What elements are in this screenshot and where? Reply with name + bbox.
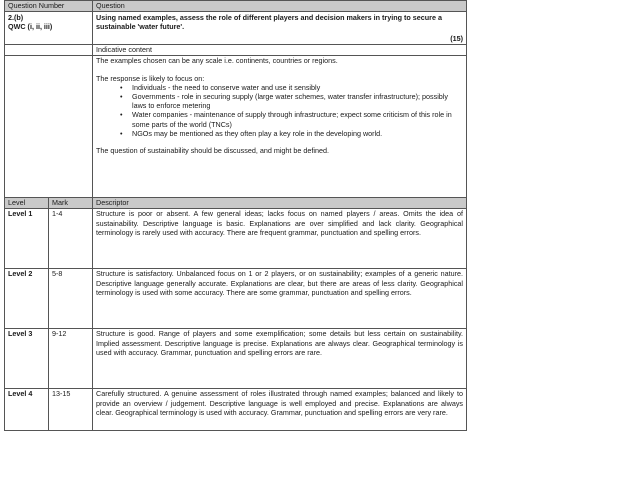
- indicative-closing: The question of sustainability should be discussed, and might be defined.: [96, 146, 329, 156]
- question-marks: (15): [450, 33, 464, 43]
- question-header: Question: [93, 1, 467, 12]
- question-number-cell: [5, 12, 93, 45]
- level-name: Level 1: [5, 208, 49, 268]
- level-descriptor: Structure is good. Range of players and some exemplification; some details but less certain on sustainability. Implied assessment. Descriptive language is precise. Explanations are always clear. Geographical terminology is used with accuracy. Grammar, punctuation and spelling errors are rare.: [93, 328, 467, 388]
- bullet-icon: •: [120, 128, 123, 138]
- mark-header: Mark: [49, 197, 93, 208]
- question-text-cell: [93, 12, 467, 45]
- list-item: [96, 92, 463, 110]
- list-item: [96, 83, 463, 92]
- level-row: [5, 208, 467, 268]
- bullet-text: Governments - role in securing supply (large water schemes, water transfer infrastructure); possibly laws to enforce metering: [132, 92, 448, 111]
- level-row: [5, 268, 467, 328]
- indicative-intro: The examples chosen can be any scale i.e. continents, countries or regions.: [96, 56, 338, 66]
- level-mark: 9-12: [49, 328, 93, 388]
- level-mark: 13-15: [49, 388, 93, 430]
- level-row: [5, 328, 467, 388]
- bullet-icon: •: [120, 82, 123, 92]
- header-row: [5, 1, 467, 12]
- level-descriptor: Structure is satisfactory. Unbalanced focus on 1 or 2 players, or on sustainability; examples of a generic nature. Descriptive language generally accurate. Explanations are clear, but there are areas of less clarity. Geographical terminology is used with some accuracy. There are some grammar, punctuation and spelling errors.: [93, 268, 467, 328]
- level-mark: 5-8: [49, 268, 93, 328]
- question-number: 2.(b): [8, 12, 24, 22]
- descriptor-header: Descriptor: [93, 197, 467, 208]
- bullet-text: NGOs may be mentioned as they often play a key role in the developing world.: [132, 128, 383, 138]
- question-number-header: Question Number: [5, 1, 93, 12]
- list-item: [96, 110, 463, 128]
- mark-scheme-table: [4, 0, 467, 431]
- level-descriptor: Structure is poor or absent. A few general ideas; lacks focus on named players / areas. Omits the idea of sustainability. Descriptive language is basic. Explanations are over simplified and lack clarity. Geographical terminology is rarely used with accuracy. There are frequent grammar, punctuation and spelling errors.: [93, 208, 467, 268]
- bullet-icon: •: [120, 92, 123, 102]
- list-item: [96, 129, 463, 138]
- level-name: Level 3: [5, 328, 49, 388]
- bullet-icon: •: [120, 110, 123, 120]
- level-name: Level 4: [5, 388, 49, 430]
- level-header: Level: [5, 197, 49, 208]
- bullet-text: Water companies - maintenance of supply through infrastructure; expect some criticism of this role in some parts of the world (TNCs): [132, 110, 452, 129]
- question-text: Using named examples, assess the role of different players and decision makers in trying to secure a sustainable 'water future'.: [96, 12, 442, 31]
- level-mark: 1-4: [49, 208, 93, 268]
- question-row: [5, 12, 467, 45]
- blank-cell: [5, 55, 93, 197]
- levels-header-row: [5, 197, 467, 208]
- level-name: Level 2: [5, 268, 49, 328]
- indicative-content-row: [5, 55, 467, 197]
- mark-scheme-sheet: [4, 0, 466, 479]
- indicative-focus-intro: The response is likely to focus on:: [96, 73, 205, 83]
- bullet-text: Individuals - the need to conserve water and use it sensibly: [132, 82, 321, 92]
- indicative-heading-row: [5, 44, 467, 55]
- indicative-content-cell: [93, 55, 467, 197]
- indicative-bullet-list: [96, 83, 463, 138]
- level-row: [5, 388, 467, 430]
- blank-cell: [5, 44, 93, 55]
- indicative-heading: Indicative content: [93, 44, 467, 55]
- qwc-label: QWC (i, ii, iii): [8, 21, 53, 31]
- level-descriptor: Carefully structured. A genuine assessment of roles illustrated through named examples; balanced and likely to provide an overview / judgement. Descriptive language is well employed and precise. Explanations are always clear. Geographical terminology is used with accuracy. Grammar, punctuation and spelling errors are very rare.: [93, 388, 467, 430]
